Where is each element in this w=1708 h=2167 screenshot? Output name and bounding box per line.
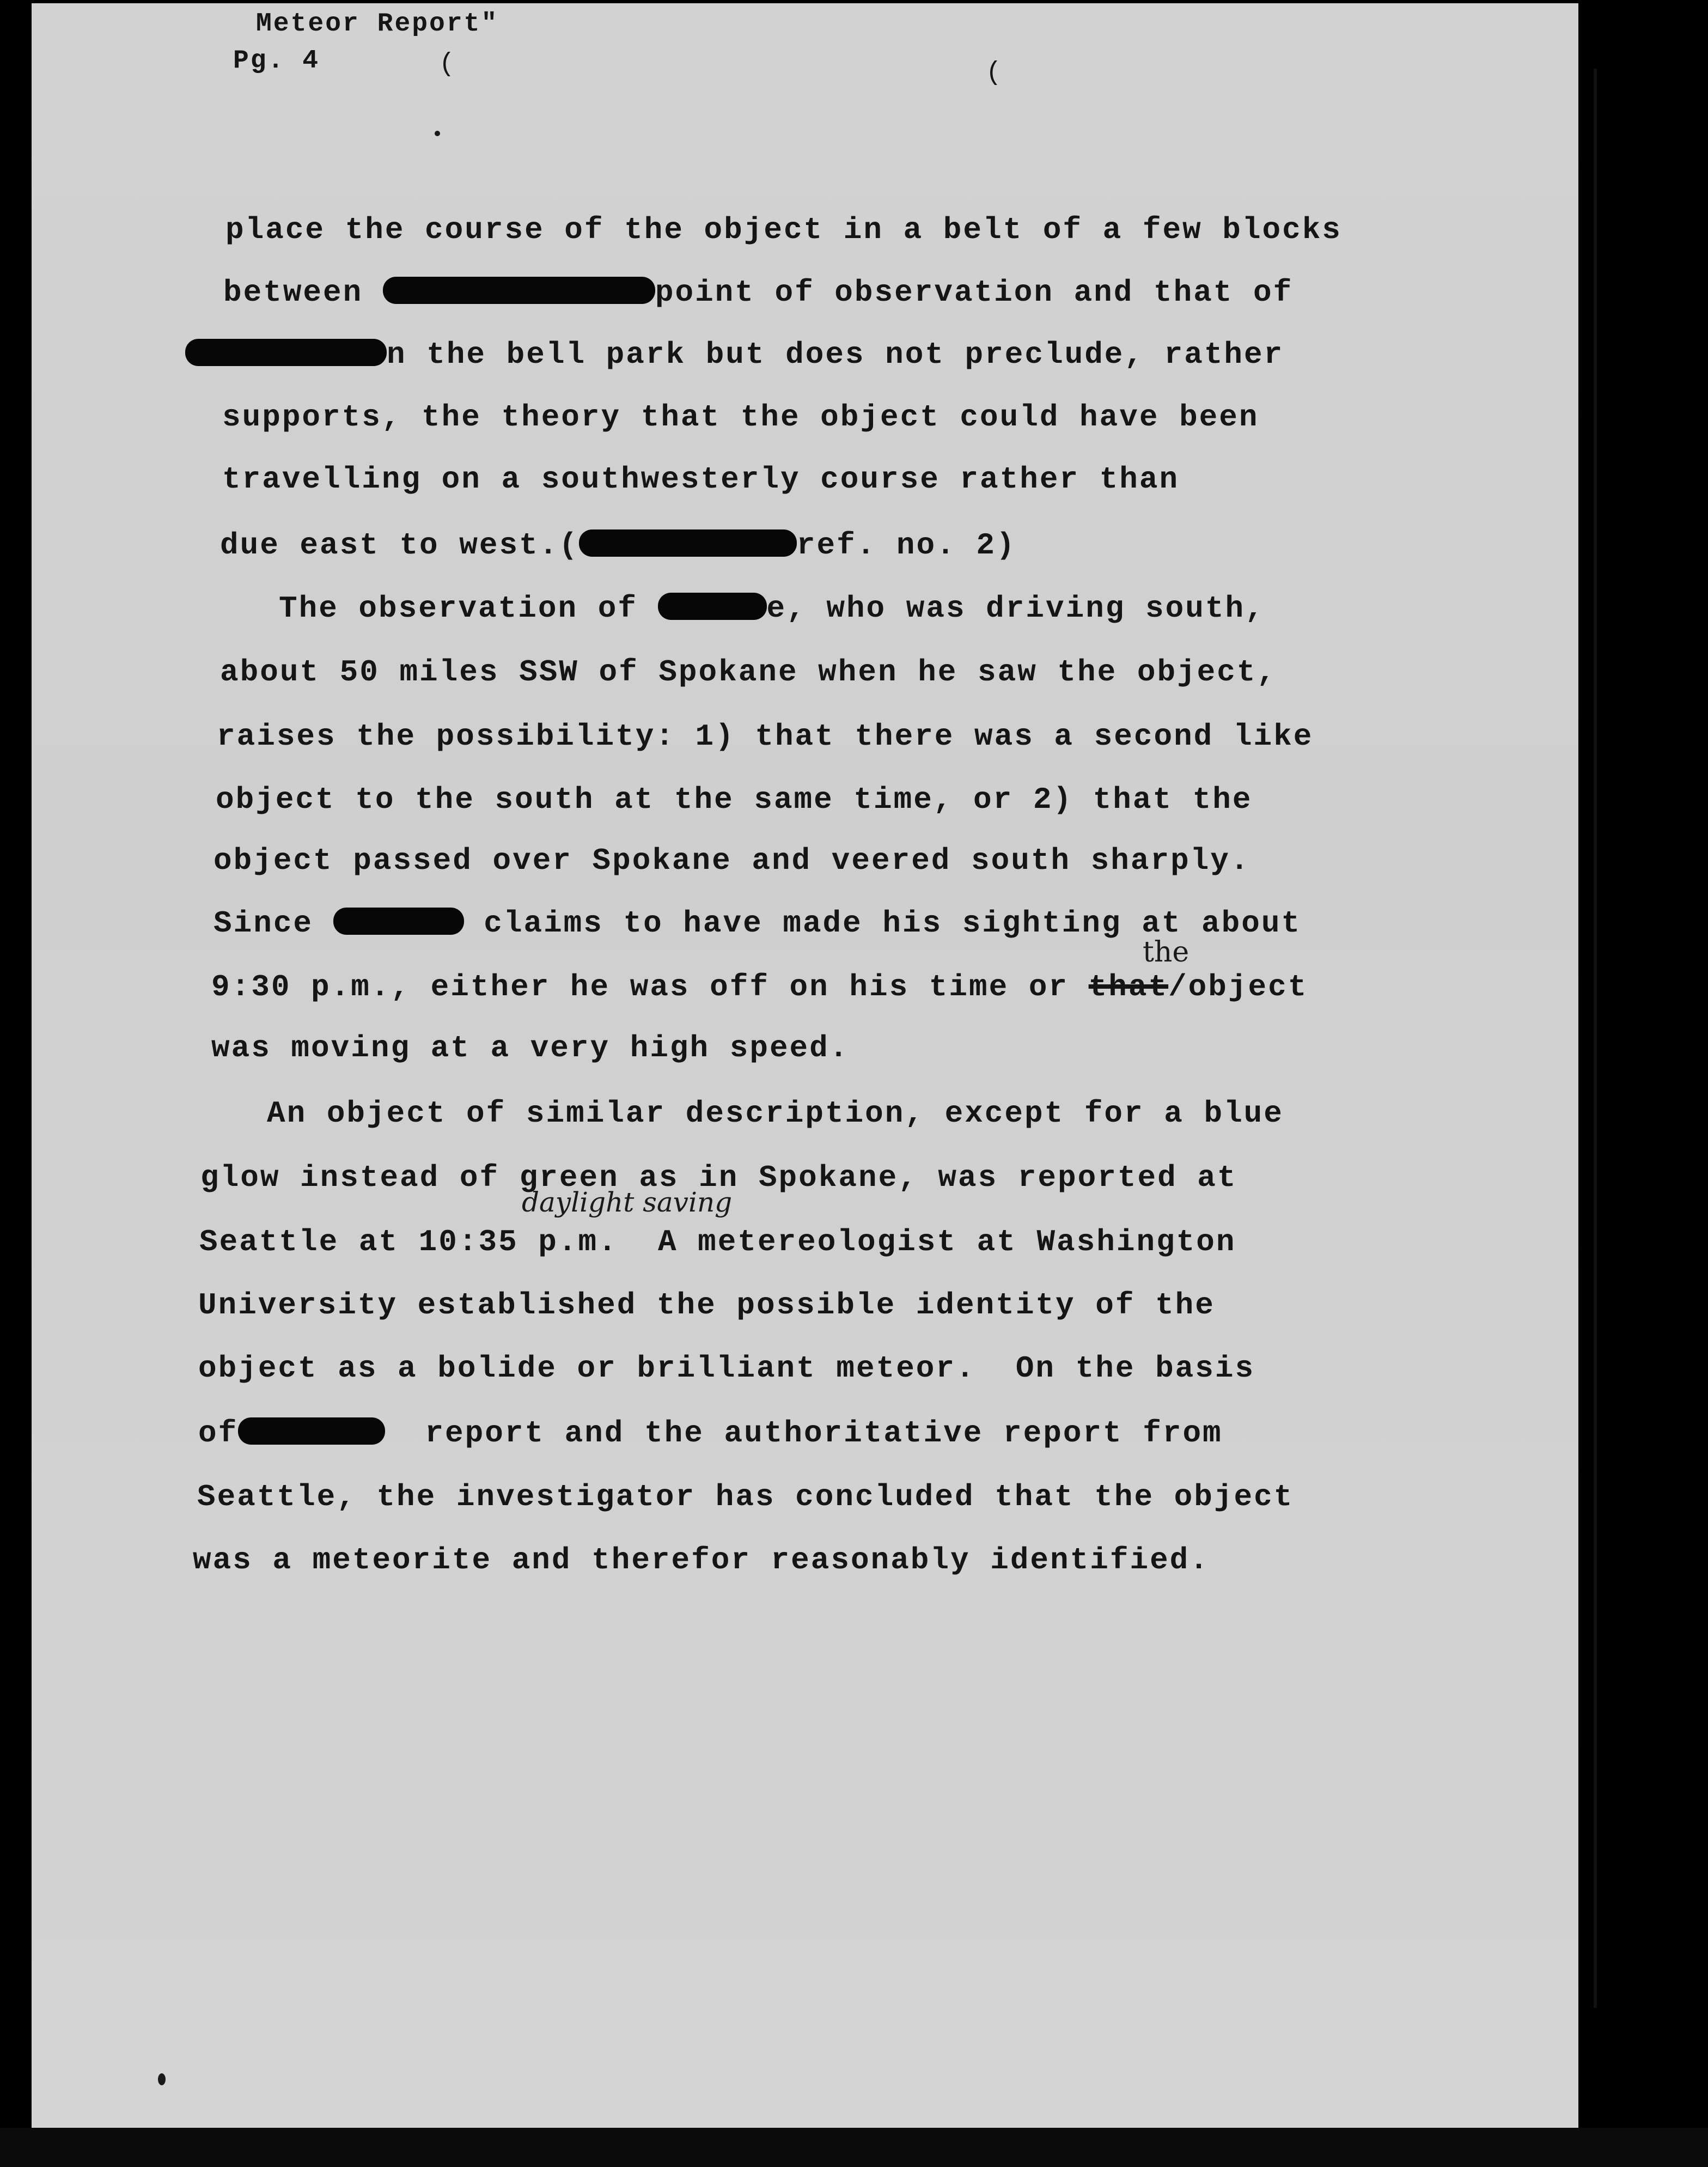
margin-line [1594,69,1597,2008]
page-number: Pg. 4 [233,46,320,76]
text-fragment: The observation of [279,591,638,626]
text-line-6 [220,529,1016,561]
ink-speck [158,2073,166,2085]
scan-border [0,2128,1708,2167]
redaction-bar [333,908,464,935]
text-line-5: travelling on a southwesterly course rather than [222,462,1180,497]
text-line-14: was moving at a very high speed. [211,1031,850,1066]
text-line-17 [199,1227,1236,1257]
ink-speck [435,131,440,136]
text-fragment: claims to have made his sighting at about [484,906,1302,941]
text-line-11: object passed over Spokane and veered south sharply. [213,843,1250,878]
text-fragment: n the bell park but does not preclude, rather [387,337,1284,372]
text-line-21: Seattle, the investigator has concluded that the object [197,1480,1294,1514]
text-line-12 [213,908,1301,939]
document-title: Meteor Report" [256,9,499,39]
text-line-10: object to the south at the same time, or 2) that the [216,782,1253,817]
text-line-1: place the course of the object in a belt of a few blocks [225,212,1342,247]
redaction-bar [185,339,387,366]
text-fragment: between [223,275,363,310]
text-fragment: due east to west.( [220,528,579,563]
redaction-bar [658,593,767,620]
handwritten-insert: the [1143,936,1190,969]
handwritten-insert: daylight saving [522,1186,733,1218]
text-fragment: report and the authoritative report from [425,1416,1223,1451]
header-mark: ( [439,50,456,79]
text-line-3 [185,339,1284,370]
text-line-8: about 50 miles SSW of Spokane when he saw the object, [220,655,1277,690]
text-fragment: Since [213,906,314,941]
text-line-20 [198,1416,1223,1451]
text-line-2 [223,277,1293,308]
redaction-bar [579,529,797,557]
text-fragment: Seattle at 10:35 p.m. [199,1225,618,1259]
text-line-4: supports, the theory that the object could have been [222,400,1259,435]
text-line-18: University established the possible identity of the [198,1288,1215,1323]
text-line-22: was a meteorite and therefor reasonably identified. [193,1543,1210,1578]
text-line-16: glow instead of green as in Spokane, was reported at [200,1160,1237,1195]
text-fragment: /object [1168,970,1308,1005]
paper-sheet [32,3,1578,2128]
struck-word: that [1088,970,1169,1005]
header-mark-right: ( [986,58,1003,88]
text-fragment: of [198,1416,239,1451]
text-fragment: e, who was driving south, [766,591,1265,626]
text-line-9: raises the possibility: 1) that there was a second like [217,719,1314,754]
text-fragment: 9:30 p.m., either he was off on his time or [211,970,1069,1005]
redaction-bar [238,1417,385,1445]
text-line-7 [279,593,1265,624]
redaction-bar [383,277,655,304]
text-fragment: point of observation and that of [655,275,1294,310]
text-fragment: ref. no. 2) [796,528,1016,563]
text-fragment: A metereologist at Washington [657,1225,1236,1259]
text-line-19: object as a bolide or brilliant meteor. On the basis [198,1351,1255,1386]
text-line-15: An object of similar description, except for a blue [267,1096,1284,1131]
text-line-13 [211,970,1308,1005]
